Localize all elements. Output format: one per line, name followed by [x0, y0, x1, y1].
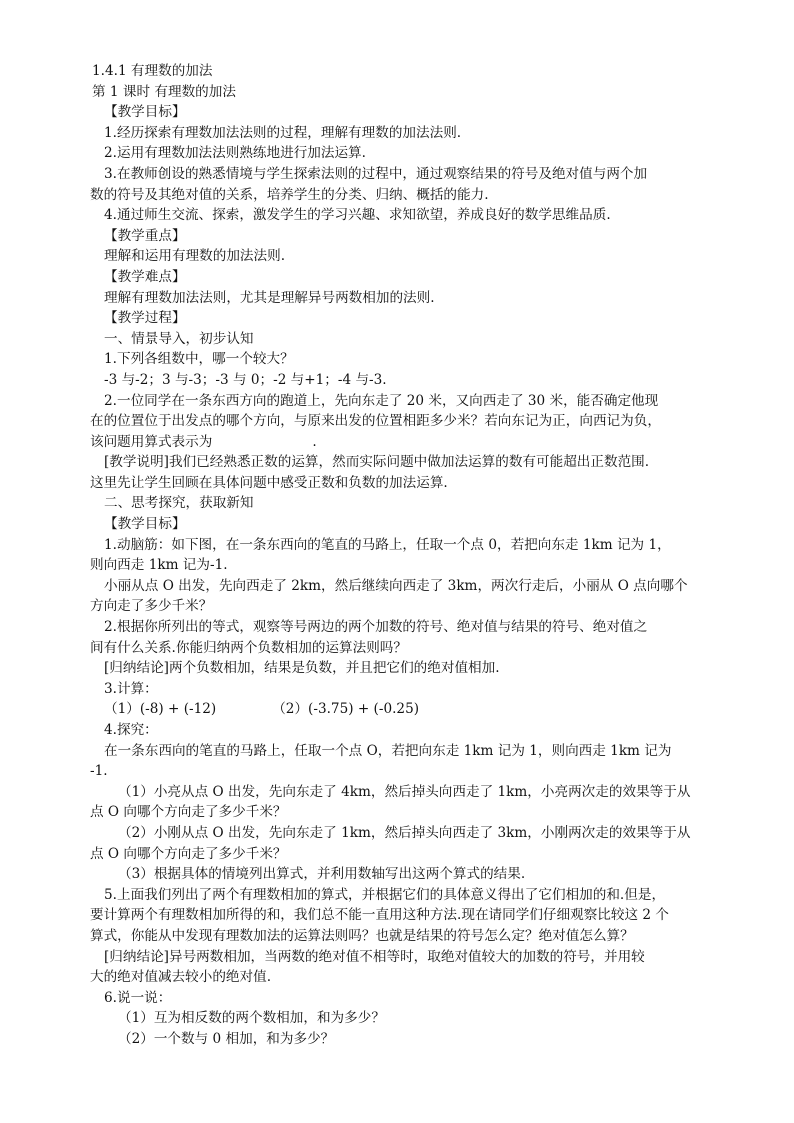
- question-1: 1.下列各组数中，哪一个较大？: [104, 351, 294, 368]
- discuss-q2: （2）一个数与 0 相加，和为多少？: [118, 1030, 335, 1047]
- part-2-heading: 二、思考探究，获取新知: [104, 495, 254, 512]
- explore-q1-line-2: 点 O 向哪个方向走了多少千米？: [90, 804, 287, 821]
- objective-4: 4.通过师生交流、探索，激发学生的学习兴趣、求知欲望，养成良好的数学思维品质.: [104, 207, 611, 224]
- explore-heading: 4.探究：: [104, 722, 158, 738]
- xiaoli-line-2: 方向走了多少千米？: [90, 598, 213, 615]
- explore-q2-line-1: （2）小刚从点 O 出发，先向东走了 1km，然后掉头向西走了 3km，小刚两次走的效果等于从: [118, 824, 691, 841]
- heading-process: 【教学过程】: [104, 310, 186, 327]
- conclusion-2-line-2: 大的绝对值减去较小的绝对值.: [90, 969, 272, 986]
- lesson-plan-text: [90, 61, 720, 1050]
- question-2-period: .: [312, 433, 317, 450]
- question-2-prompt: 该问题用算式表示为: [90, 433, 213, 450]
- difficulty-text: 理解有理数加法法则，尤其是理解异号两数相加的法则.: [104, 289, 435, 306]
- heading-objectives-2: 【教学目标】: [104, 516, 186, 533]
- brainstorm-line-2: 则向西走 1km 记为-1.: [90, 557, 228, 574]
- teaching-note-line-2: 这里先让学生回顾在具体问题中感受正数和负数的加法运算.: [90, 474, 448, 491]
- brainstorm-line-1: 1.动脑筋：如下图，在一条东西向的笔直的马路上，任取一个点 0，若把向东走 1km 记为 1，: [104, 536, 671, 553]
- question-1-pairs: -3 与-2；3 与-3；-3 与 0；-2 与+1；-4 与-3.: [104, 371, 387, 388]
- explore-q2-line-2: 点 O 向哪个方向走了多少千米？: [90, 845, 287, 862]
- objective-1: 1.经历探索有理数加法法则的过程，理解有理数的加法法则.: [104, 124, 462, 141]
- objective-3-line-1: 3.在教师创设的熟悉情境与学生探索法则的过程中，通过观察结果的符号及绝对值与两个加: [104, 165, 648, 182]
- part-1-heading: 一、情景导入，初步认知: [104, 330, 254, 347]
- question-2-line-1: 2.一位同学在一条东西方向的跑道上，先向东走了 20 米，又向西走了 30 米，能否确定他现: [104, 392, 659, 409]
- explore-line-2: -1.: [90, 763, 108, 780]
- teaching-note-line-1: [教学说明]我们已经熟悉正数的运算，然而实际问题中做加法运算的数有可能超出正数范围.: [104, 454, 650, 471]
- summary-line-3: 算式，你能从中发现有理数加法的运算法则吗？也就是结果的符号怎么定？绝对值怎么算？: [90, 927, 634, 944]
- xiaoli-line-1: 小丽从点 O 出发，先向西走了 2km，然后继续向西走了 3km，两次行走后，小丽从 O 点向哪个: [104, 577, 688, 594]
- heading-objectives: 【教学目标】: [104, 104, 186, 121]
- heading-difficulties: 【教学难点】: [104, 268, 186, 285]
- conclusion-2-line-1: [归纳结论]异号两数相加，当两数的绝对值不相等时，取绝对值较大的加数的符号，并用较: [104, 948, 645, 965]
- summary-line-2: 要计算两个有理数相加所得的和，我们总不能一直用这种方法.现在请同学们仔细观察比较这 2 个: [90, 907, 669, 924]
- observe-line-2: 间有什么关系.你能归纳两个负数相加的运算法则吗？: [90, 639, 407, 656]
- observe-line-1: 2.根据你所列出的等式，观察等号两边的两个加数的符号、绝对值与结果的符号、绝对值之: [104, 619, 648, 636]
- summary-line-1: 5.上面我们列出了两个有理数相加的算式，并根据它们的具体意义得出了它们相加的和.但是，: [104, 886, 666, 903]
- heading-key-points: 【教学重点】: [104, 227, 186, 244]
- question-2-line-3: [90, 432, 720, 453]
- objective-2: 2.运用有理数加法法则熟练地进行加法运算.: [104, 145, 366, 162]
- calc-item-1: （1）(-8) + (-12): [104, 701, 217, 718]
- conclusion-1: [归纳结论]两个负数相加，结果是负数，并且把它们的绝对值相加.: [104, 660, 500, 677]
- discuss-q1: （1）互为相反数的两个数相加，和为多少？: [118, 1010, 385, 1027]
- calculate-heading: 3.计算：: [104, 680, 158, 697]
- calculate-items: [90, 699, 720, 720]
- explore-q1-line-1: （1）小亮从点 O 出发，先向东走了 4km，然后掉头向西走了 1km，小亮两次走的效果等于从: [118, 783, 691, 800]
- discuss-heading: 6.说一说：: [104, 989, 172, 1006]
- calc-item-2: （2）(-3.75) + (-0.25): [272, 701, 420, 718]
- explore-q3: （3）根据具体的情境列出算式，并利用数轴写出这两个算式的结果.: [118, 866, 526, 883]
- explore-line-1: 在一条东西向的笔直的马路上，任取一个点 O，若把向东走 1km 记为 1，则向西走 1km 记为: [104, 742, 672, 759]
- key-point-text: 理解和运用有理数的加法法则.: [104, 248, 286, 265]
- objective-3-line-2: 数的符号及其绝对值的关系，培养学生的分类、归纳、概括的能力.: [90, 186, 489, 203]
- lesson-title: 第 1 课时 有理数的加法: [92, 83, 236, 100]
- section-number-title: 1.4.1 有理数的加法: [92, 63, 213, 79]
- question-2-line-2: 在的位置位于出发点的哪个方向，与原来出发的位置相距多少米？若向东记为正，向西记为负，: [90, 413, 661, 430]
